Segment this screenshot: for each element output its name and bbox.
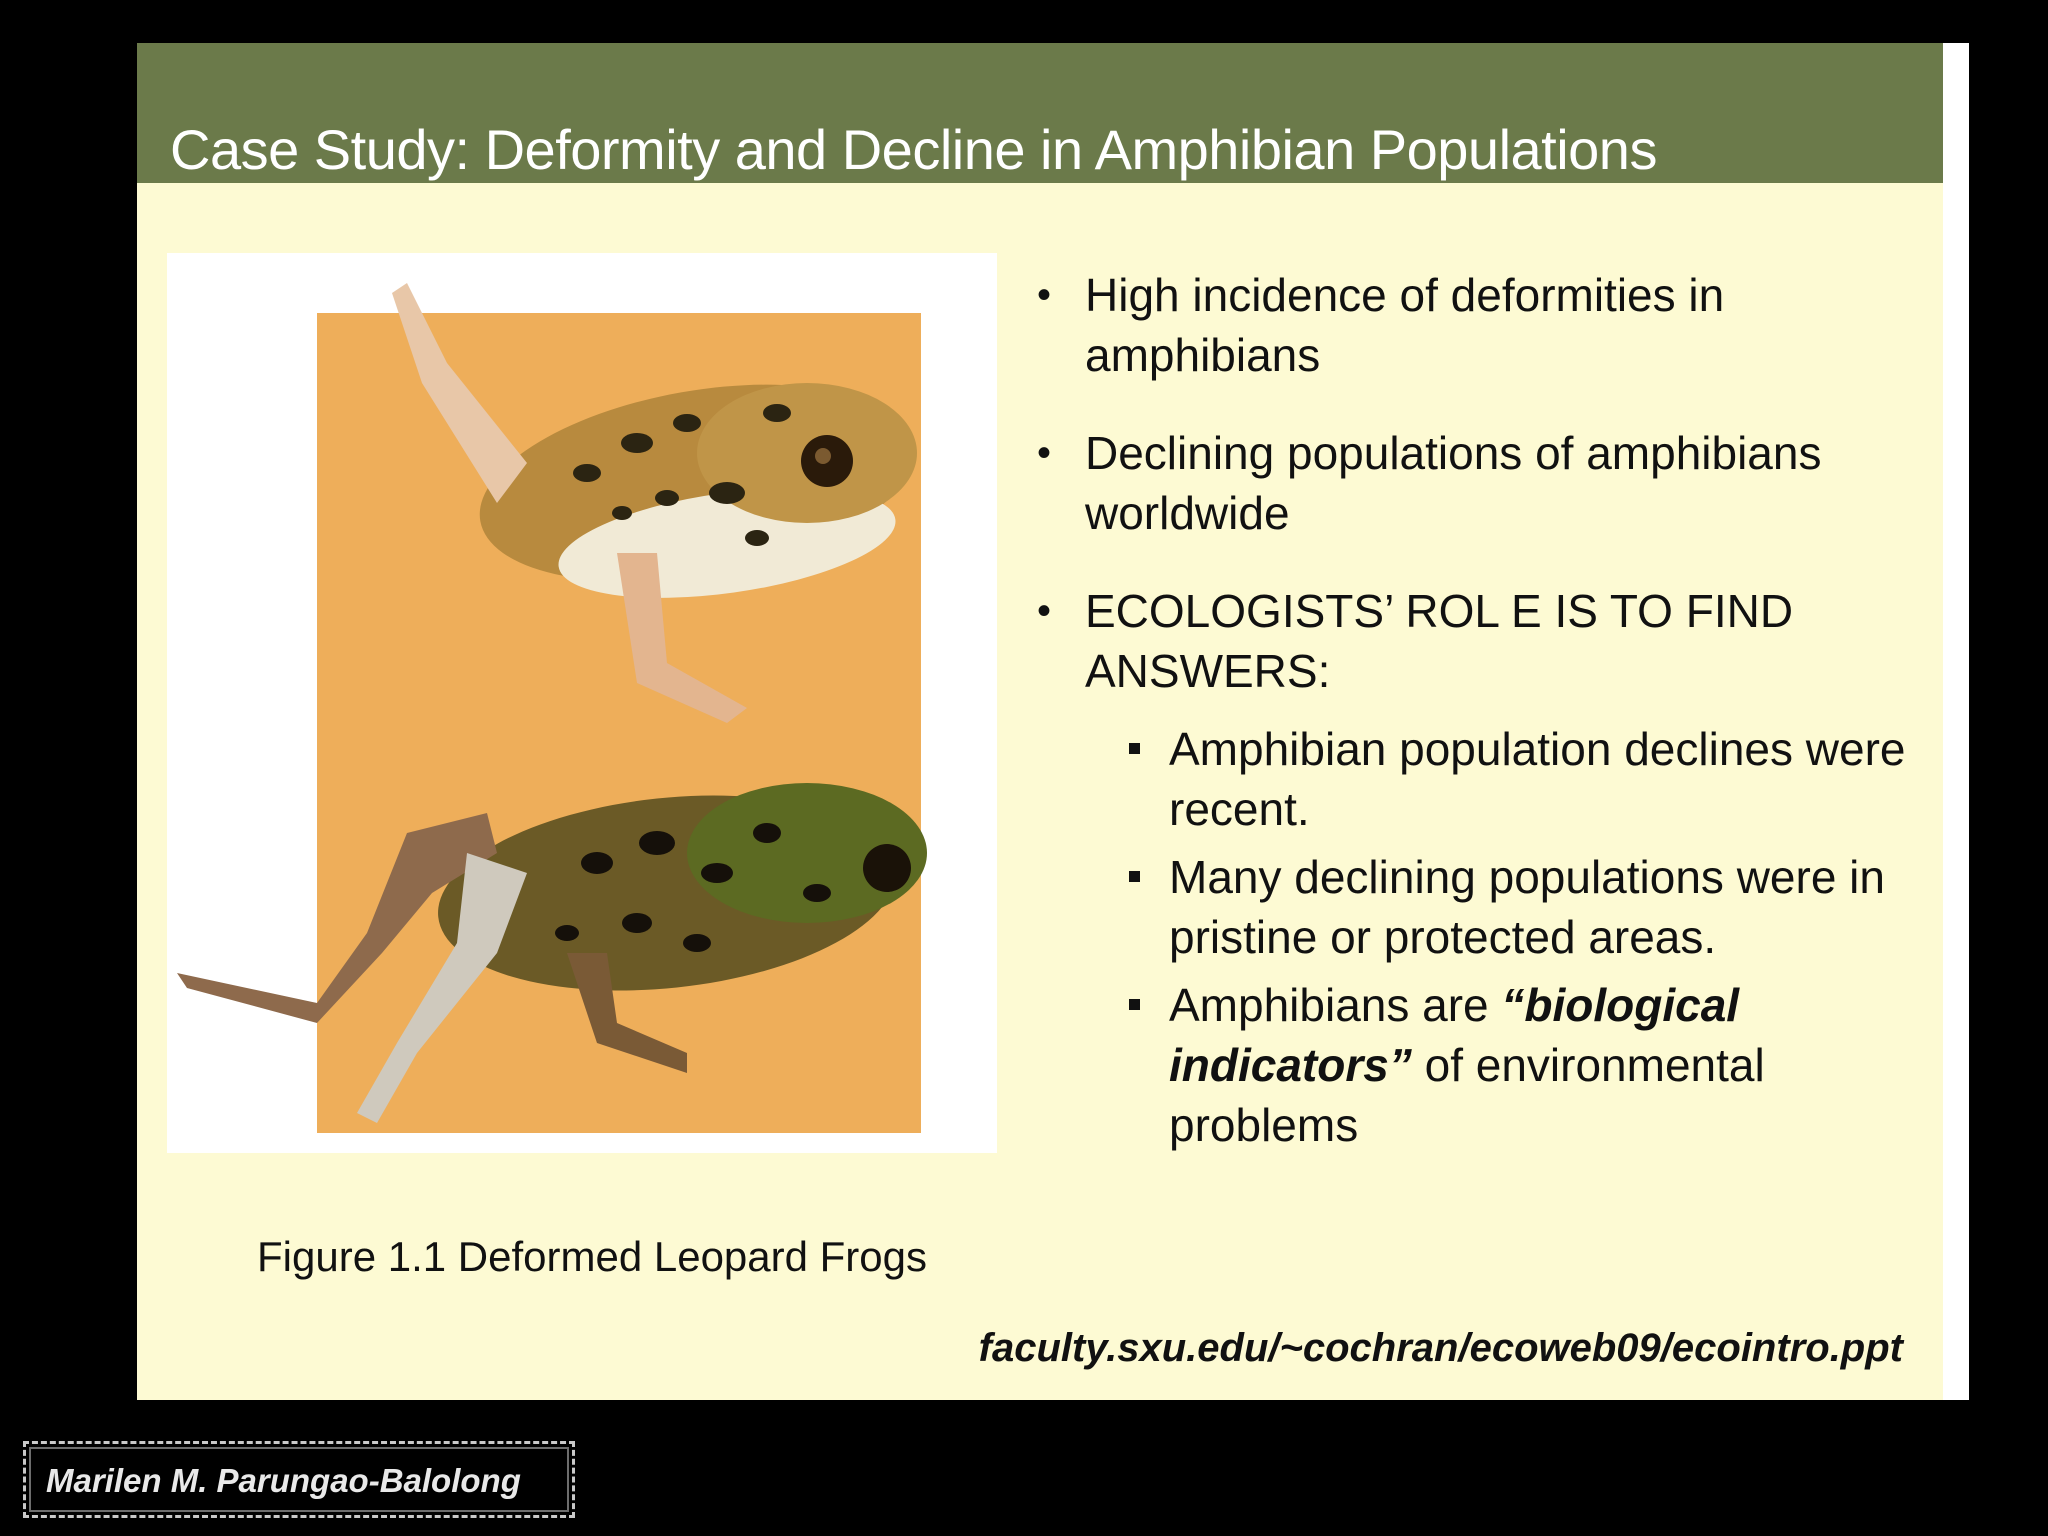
sub-bullet-list	[1085, 719, 1917, 1155]
figure-image	[167, 253, 997, 1153]
bullet-list	[1037, 265, 1917, 1193]
figure-caption: Figure 1.1 Deformed Leopard Frogs	[257, 1233, 928, 1280]
sub-bullet-item: Many declining populations were in pristine or protected areas.	[1127, 847, 1917, 967]
slide-title: Case Study: Deformity and Decline in Amphibian Populations	[170, 118, 1657, 181]
title-bar	[137, 43, 1943, 183]
sub-bullet-item: Amphibian population declines were recent.	[1127, 719, 1917, 839]
bullet-text: ECOLOGISTS’ ROL E IS TO FIND ANSWERS:	[1085, 585, 1794, 697]
bullet-item: • Declining populations of amphibians worldwide	[1037, 423, 1917, 543]
slide-edge	[1943, 43, 1969, 1400]
source-url: faculty.sxu.edu/~cochran/ecoweb09/ecointro.ppt	[978, 1326, 1903, 1370]
sub-bullet-text: of environmental problems	[1169, 1039, 1765, 1151]
sub-bullet-text: Amphibians are	[1169, 979, 1502, 1031]
author-name: Marilen M. Parungao-Balolong	[46, 1462, 521, 1499]
emphasis-text: “biological indicators”	[1169, 979, 1740, 1091]
author-label	[23, 1441, 575, 1518]
bullet-item: • High incidence of deformities in amphibians	[1037, 265, 1917, 385]
sub-bullet-item	[1127, 975, 1917, 1155]
slide	[137, 43, 1943, 1400]
bullet-item	[1037, 581, 1917, 1155]
